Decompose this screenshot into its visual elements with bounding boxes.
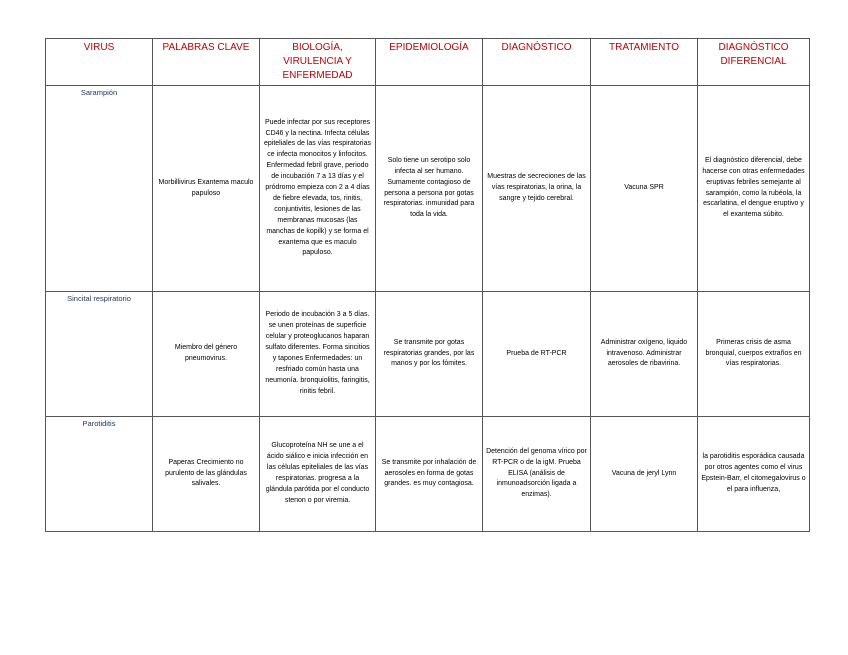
biologia-cell: Periodo de incubación 3 a 5 días. se unen proteínas de superficie celular y proteoglucanos haparan sulfato diferentes. Forma sincitios y tapones Enfermedades: un resfriado común hasta una neumonía. bronquiolitis, faringitis, rinitis febril. <box>260 292 376 417</box>
epidemiologia-cell: Solo tiene un serotipo solo infecta al ser humano. Sumamente contagioso de persona a persona por gotas respiratorias. inmunidad para toda la vida. <box>376 86 483 292</box>
header-diagnostico: DIAGNÓSTICO <box>483 39 591 86</box>
diagnostico-cell: Detención del genoma vírico por RT-PCR o de la igM. Prueba ELISA (análisis de inmunoadsorción ligada a enzimas). <box>483 417 591 532</box>
table-row <box>46 86 810 292</box>
diagnostico-cell: Prueba de RT-PCR <box>483 292 591 417</box>
virus-name: Parotiditis <box>46 417 153 532</box>
diagnostico-cell: Muestras de secreciones de las vías respiratorias, la orina, la sangre y tejido cerebral. <box>483 86 591 292</box>
header-diagnostico-diferencial: DIAGNÓSTICO DIFERENCIAL <box>698 39 810 86</box>
virus-name: Sincital respiratorio <box>46 292 153 417</box>
table-row <box>46 417 810 532</box>
header-palabras-clave: PALABRAS CLAVE <box>153 39 260 86</box>
epidemiologia-cell: Se transmite por gotas respiratorias grandes, por las manos y por los fómites. <box>376 292 483 417</box>
virus-table <box>45 38 810 532</box>
header-virus: VIRUS <box>46 39 153 86</box>
tratamiento-cell: Vacuna SPR <box>591 86 698 292</box>
header-epidemiologia: EPIDEMIOLOGÍA <box>376 39 483 86</box>
tratamiento-cell: Administrar oxígeno, liquido intravenoso. Administrar aerosoles de ribavirina. <box>591 292 698 417</box>
palabras-clave-cell: Paperas Crecimiento no purulento de las glándulas salivales. <box>153 417 260 532</box>
header-tratamiento: TRATAMIENTO <box>591 39 698 86</box>
header-row <box>46 39 810 86</box>
table-row <box>46 292 810 417</box>
header-biologia: BIOLOGÍA, VIRULENCIA Y ENFERMEDAD <box>260 39 376 86</box>
palabras-clave-cell: Morbillivirus Exantema maculo papuloso <box>153 86 260 292</box>
diagnostico-diferencial-cell: Primeras crisis de asma bronquial, cuerpos extraños en vías respiratorias. <box>698 292 810 417</box>
palabras-clave-cell: Miembro del género pneumovirus. <box>153 292 260 417</box>
tratamiento-cell: Vacuna de jeryl Lynn <box>591 417 698 532</box>
epidemiologia-cell: Se transmite por inhalación de aerosoles en forma de gotas grandes. es muy contagiosa. <box>376 417 483 532</box>
diagnostico-diferencial-cell: la parotiditis esporádica causada por otros agentes como el virus Epstein-Barr, el citomegalovirus o el para influenza, <box>698 417 810 532</box>
virus-name: Sarampión <box>46 86 153 292</box>
biologia-cell: Glucoproteína NH se une a el ácido siálico e inicia infección en las células epiteliales de las vías respiratorias. progresa a la glándula parótida por el conducto stenon o por viremia. <box>260 417 376 532</box>
diagnostico-diferencial-cell: El diagnóstico diferencial, debe hacerse con otras enfermedades eruptivas febriles semejante al sarampión, como la rubéola, la escarlatina, el dengue eruptivo y el exantema súbito. <box>698 86 810 292</box>
biologia-cell: Puede infectar por sus receptores CD46 y la nectina. Infecta células epiteliales de las vías respiratorias ce infecta monocitos y linfocitos. Enfermedad febril grave, periodo de incubación 7 a 13 días y el pródromo empieza con 2 a 4 días de fiebre elevada, tos, rinitis, conjuntivitis, lesiones de las membranas mucosas (las manchas de kopilk) y se forma el exantema que es maculo papuloso. <box>260 86 376 292</box>
